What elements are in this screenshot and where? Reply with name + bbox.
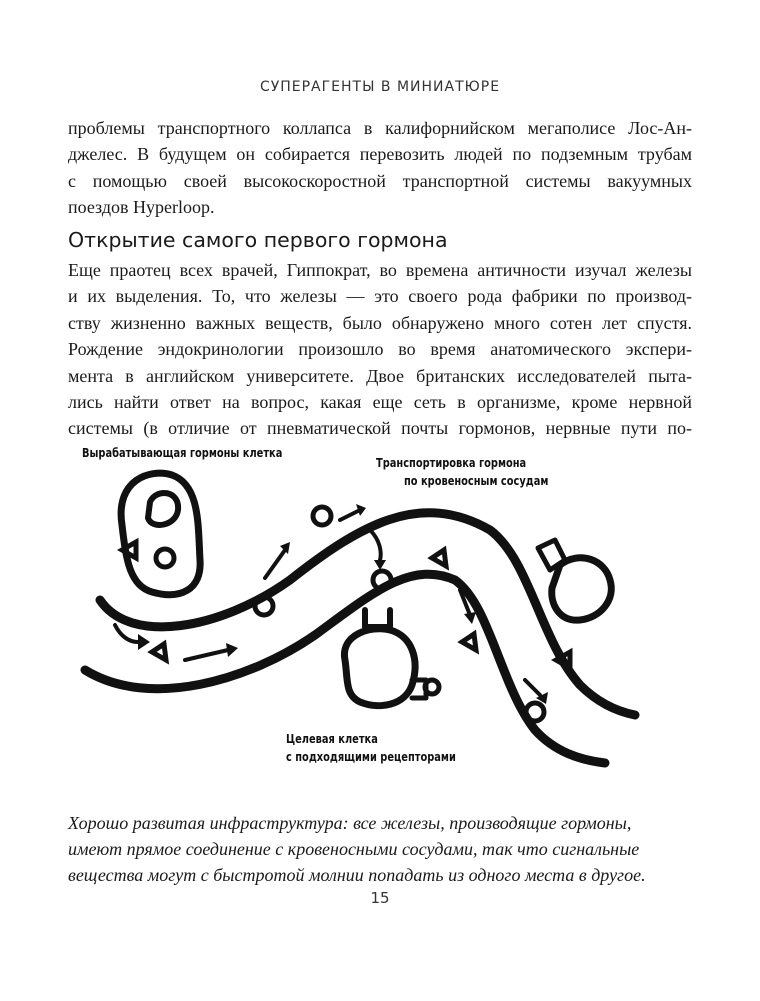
label-target-line1: Целевая клетка [286, 732, 378, 746]
label-transport-line2: по кровеносным сосудам [404, 474, 549, 488]
running-head: СУПЕРАГЕНТЫ В МИНИАТЮРЕ [259, 79, 501, 95]
hormone-triangle [462, 634, 476, 650]
hormone-circle [526, 703, 544, 721]
caption-line: вещества могут с быстротой молнии попадать из одного места в другое. [68, 865, 646, 885]
target-cell [344, 629, 415, 706]
label-producing-cell: Вырабатывающая гормоны клетка [82, 446, 283, 460]
receptor-right-cell [538, 540, 565, 570]
flow-arrow [340, 510, 360, 520]
caption-line: Хорошо развитая инфраструктура: все железы, производящие гормоны, [68, 813, 632, 833]
caption-line: имеют прямое соединение с кровеносными сосудами, так что сигнальные [68, 839, 640, 859]
flow-arrow [370, 530, 381, 560]
hormone-transport-diagram [60, 430, 640, 770]
text-line: Еще праотец всех врачей, Гиппократ, во времена античности изучал железы [68, 260, 692, 280]
figure-caption [68, 810, 692, 888]
cell-nucleus [148, 493, 178, 525]
hormone-triangle [152, 644, 166, 660]
hormone-circle [156, 549, 174, 567]
label-target-line2: с подходящими рецепторами [286, 750, 456, 764]
text-line: проблемы транспортного коллапса в калифорнийском мегаполисе Лос-Ан- [68, 118, 692, 138]
text-line: Рождение эндокринологии произошло во время анатомического экспери- [68, 339, 692, 360]
intro-paragraph [68, 115, 692, 221]
text-line: с помощью своей высокоскоростной транспортной системы вакуумных [68, 170, 692, 191]
text-line: и их выделения. То, что железы — это своего рода фабрики по производ- [68, 286, 692, 307]
section-heading: Открытие самого первого гормона [68, 228, 448, 252]
flow-arrow [525, 680, 540, 695]
text-line: системы (в отличие от пневматической почты гормонов, нервные пути по- [68, 418, 692, 439]
hormone-circle [425, 680, 439, 694]
hormone-triangle [432, 550, 446, 566]
diagram-illustration [60, 430, 640, 770]
receptor-top [365, 610, 390, 627]
text-line: поездов Hyperloop. [68, 197, 215, 218]
text-line: ству жизненно важных веществ, было обнаружено много сотен лет спустя. [68, 312, 692, 333]
text-line: лись найти ответ на вопрос, какая еще сеть в организме, кроме нервной [68, 392, 692, 413]
body-paragraph [68, 257, 692, 442]
page-number: 15 [370, 889, 390, 907]
flow-arrow [265, 550, 285, 578]
text-line: мента в английском университете. Двое британских исследователей пыта- [68, 365, 692, 386]
text-line: джелес. В будущем он собирается перевозить людей по подземным трубам [68, 144, 692, 165]
target-cell-right [552, 558, 612, 620]
label-transport-line1: Транспортировка гормона [376, 456, 527, 470]
hormone-circle [313, 507, 331, 525]
flow-arrow [185, 650, 228, 660]
